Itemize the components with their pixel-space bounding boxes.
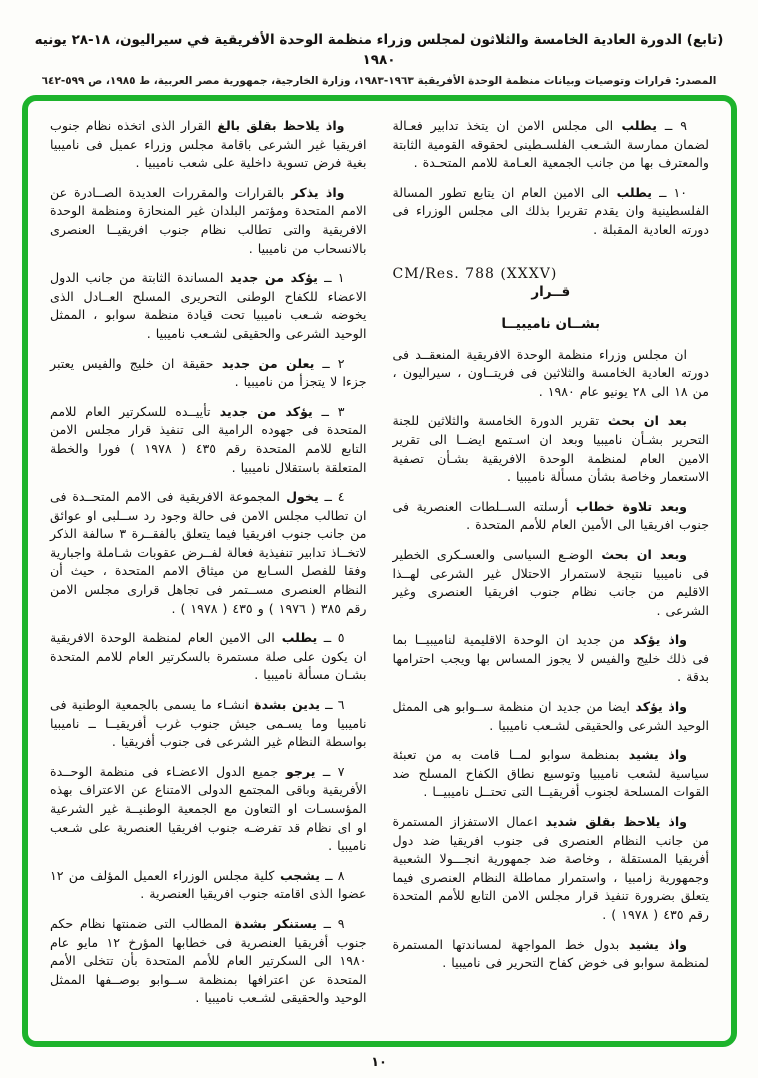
paragraph	[50, 117, 367, 173]
paragraph	[393, 412, 710, 486]
paragraph	[50, 629, 367, 685]
paragraph-lead: واذ يؤكد	[625, 632, 687, 648]
paragraph	[393, 631, 710, 687]
paragraph-lead: وبعد ان بحث	[593, 546, 687, 562]
paragraph-lead: واذ يشيد	[619, 747, 687, 763]
paragraph	[50, 915, 367, 1008]
paragraph	[393, 546, 710, 620]
item-number: ٨ ــ	[319, 867, 345, 883]
paragraph	[50, 269, 367, 343]
column-right	[393, 117, 710, 1031]
page-header	[19, 0, 739, 87]
paragraph	[50, 488, 367, 618]
paragraph-text: ايضا من جديد ان منظمة ســوابو هى الممثل الوحيد الشرعى والحقيقى لشـعب ناميبيا .	[392, 699, 709, 733]
paragraph	[393, 117, 710, 173]
item-number: ٩ ــ	[316, 915, 345, 931]
paragraph	[50, 403, 367, 477]
paragraph-lead: واذ يؤكد	[629, 699, 687, 715]
paragraph-text: ان مجلس وزراء منظمة الوحدة الافريقية المنعقــد فى دورته العادية الخامسة والثلاثين فى فريتــاون ، سيراليون ، من ١٨ الى ٢٨ يونيو عام ١٩٨٠ .	[392, 346, 709, 399]
item-number: ١ ــ	[317, 270, 345, 286]
resolution-ref: CM/Res. 788 (XXXV)	[392, 265, 558, 282]
paragraph-text: المساندة الثابتة من جانب الدول الاعضاء للكفاح الوطنى التحريرى المسلح العــادل الذى يخوضه شـعب ناميبيا تحت قيادة منظمة سوابو ، الممثل الوحيد الشرعى والحقيقى لشـعب ناميبيا .	[50, 270, 367, 341]
paragraph-text: المطالب التى ضمنتها نظام حكم جنوب أفريقيا العنصرية فى خطابها المؤرخ ١٢ مايو عام ١٩٨٠ الى السكرتير العام للأمم المتحدة بأن تتخلى الأمم المتحدة عن اعترافها بمنظمة ســوابو بوصــفها الممثل الوحيد والحقيقى لشـعب ناميبيا .	[50, 915, 367, 1006]
paragraph-lead: يخول	[279, 489, 319, 505]
paragraph-text: القرار الذى اتخذه نظام جنوب افريقيا غير الشرعى باقامة مجلس وزراء عميل فى ناميبيا بغية فرض تسوية داخلية على شعب ناميبيا .	[50, 118, 367, 171]
paragraph-lead: يؤكد من جديد	[210, 403, 313, 419]
paragraph	[393, 184, 710, 240]
paragraph	[393, 746, 710, 802]
paragraph-text: الى الامين العام لمنظمة الوحدة الافريقية ان يكون على صلة مستمرة بالسكرتير العام للامم المتحدة بشـان مسألة ناميبيا .	[50, 630, 367, 683]
paragraph	[393, 498, 710, 535]
paragraph-lead: واذ يشيد	[619, 936, 688, 952]
page-number: ١٠	[371, 1055, 387, 1070]
paragraph-text: تأييــده للسكرتير العام للامم المتحدة فى جهوده الرامية الى تنفيذ قرار مجلس الامن التابع للامم المتحدة رقم ٤٣٥ ( ١٩٧٨ ) فورا والخطة المتعلقة باستقلال ناميبيا .	[50, 403, 367, 475]
paragraph	[50, 867, 367, 904]
resolution-heading	[393, 266, 710, 332]
paragraph	[393, 346, 710, 402]
content-border-frame	[22, 95, 737, 1047]
paragraph-lead: واذ يذكر	[284, 184, 345, 200]
item-number: ٧ ــ	[315, 763, 345, 779]
paragraph-text: بدول خط المواجهة لمساندتها المستمرة لمنظمة سوابو فى خوض كفاح التحرير فى ناميبيا .	[392, 936, 709, 971]
resolution-operative-items	[50, 117, 367, 1008]
paragraph-text: المجموعة الافريقية فى الامم المتحــدة فى ان تطالب مجلس الامن فى حالة وجود رد ســلبى او عوائق من جانب جنوب افريقيا فيما يتعلق بالفقــرة ٣ سالفة الذكر لاتخــاذ تدابير تنفيذية فعالة لفــرض عقوبات شـاملة واجبارية وفقا للفصل السـابع من ميثاق الامم المتحدة ، حيث أن النظام العنصرى مســتمر فى تجاهل قرارى مجلس الامن رقم ٣٨٥ ( ١٩٧٦ ) و ٤٣٥ ( ١٩٧٨ ) .	[50, 489, 367, 616]
two-column-layout	[50, 117, 709, 1031]
item-number: ٢ ــ	[314, 355, 345, 371]
paragraph-text: الى الامين العام ان يتابع تطور المسالة الفلسطينية وان يقدم تقريرا بذلك الى مجلس الوزراء فى دورته العادية المقبلة .	[392, 184, 709, 237]
paragraph-lead: واذ يلاحظ بقلق بالغ	[211, 118, 345, 133]
paragraph-lead: يعلن من جديد	[213, 355, 315, 371]
resolution-title: قــرار	[531, 283, 571, 300]
paragraph	[50, 696, 367, 752]
paragraph-lead: بعد ان بحث	[598, 413, 687, 429]
paragraph-lead: يستنكر بشدة	[227, 915, 317, 931]
paragraph	[50, 355, 367, 392]
paragraph-text: بالقرارات والمقررات العديدة الصــادرة عن الامم المتحدة ومؤتمر البلدان غير المنحازة ومنظمة الوحدة الافريقية والتى تطالب نظام جنوب افريقيــا العنصرى بالانسحاب من ناميبيا .	[50, 184, 367, 256]
paragraph-lead: يطلب	[274, 630, 318, 646]
header-source-citation: المصدر: قرارات وتوصيات وبيانات منظمة الوحدة الأفريقية ١٩٦٣-١٩٨٣، وزارة الخارجية، جمهورية مصر العربية، ط ١٩٨٥، ص ٥٩٩-٦٤٢	[41, 74, 717, 87]
paragraph-text: بمنظمة سوابو لمــا قامت به من تعبئة سياسية لشعب ناميبيا وتوسيع نطاق الكفاح المسلح ضد القوات المسلحة لجنوب أفريقيــا التى تحتــل ناميبيــا .	[392, 747, 709, 800]
paragraph-lead: واذ يلاحظ بقلق شديد	[537, 814, 687, 830]
paragraph-text: تقرير الدورة الخامسة والثلاثين للجنة التحرير بشـأن ناميبيا وبعد ان اسـتمع ايضــا الى تقرير الامين العام لمنظمة الوحدة الافريقية بشـأن تصفية الاستعمار وخاصة بشأن مسألة ناميبيا .	[392, 413, 709, 485]
column-left	[50, 117, 367, 1031]
paragraph-lead: وبعد تلاوة خطاب	[567, 498, 687, 514]
paragraph-text: كلية مجلس الوزراء العميل المؤلف من ١٢ عضوا الذى اقامته جنوب افريقيا العنصرية .	[50, 867, 367, 902]
paragraph	[393, 936, 710, 973]
paragraph-text: الوضـع السياسى والعسـكرى الخطير فى ناميبيا نتيجة لاستمرار الاحتلال غير الشرعى لهــذا الاقليم من جانب نظام جنوب افريقيا العنصرى وغير الشرعى .	[392, 546, 709, 618]
paragraph-text: انشـاء ما يسمى بالجمعية الوطنية فى ناميبيا وما يسـمى جيش جنوب غرب أفريقيــا ــ ناميبيا بواسطة النظام غير الشرعى فى جنوب أفريقيا .	[50, 697, 367, 750]
item-number: ٥ ــ	[317, 630, 345, 646]
item-number: ٦ ــ	[320, 697, 345, 713]
paragraph-lead: يطلب	[613, 118, 657, 133]
paragraph-text: حقيقة ان خليج والفيس يعتبر جزءا لا يتجزأ من ناميبيا .	[50, 355, 367, 390]
paragraph-lead: يشجب	[274, 867, 320, 883]
header-session-title: (تابع) الدورة العادية الخامسة والثلاثون لمجلس وزراء منظمة الوحدة الأفريقية في سيراليون، ١٨-٢٨ يونيه ١٩٨٠	[34, 32, 724, 69]
paragraph-text: الى مجلس الامن ان يتخذ تدابير فعـالة لضمان ممارسة الشـعب الفلسـطينى لحقوقه القومية الثابتة والمعترف بها من جانب الجمعية العـامة للامم المتحـدة .	[392, 118, 709, 171]
resolution-preamble	[393, 346, 710, 973]
paragraph-text: أرسلته الســلطات العنصرية فى جنوب افريقيا الى الأمين العام للأمم المتحدة .	[392, 498, 709, 533]
paragraph-lead: يدين بشدة	[248, 697, 321, 713]
paragraph	[393, 698, 710, 735]
previous-resolution-items	[393, 117, 710, 240]
paragraph-lead: يؤكد من جديد	[223, 270, 318, 286]
paragraph-lead: يرجو	[278, 763, 316, 779]
item-number: ٩ ــ	[656, 118, 688, 133]
paragraph-text: جميع الدول الاعضـاء فى منظمة الوحــدة الأفريقية وباقى المجتمع الدولى الامتناع عن الاعتراف بهذه المؤسسـات او التعاون مع الجمعية الوطنيــة غير الشرعية او اى نظام قد تفرضـه جنوب افريقيا العنصرية على شـعب ناميبيا .	[50, 763, 367, 854]
paragraph-text: اعمال الاستفزاز المستمرة من جانب النظام العنصرى فى جنوب افريقيا ضد دول أفريقيا المستقلة ، وخاصة ضد جمهورية انجـــولا الشعبية وجمهورية زامبيا ، واستمرار مماطلة النظام العنصرى فيما يتعلق بضرورة تنفيذ قرار مجلس الامن التابع للأمم المتحدة رقم ٤٣٥ ( ١٩٧٨ ) .	[392, 814, 709, 922]
paragraph-lead: يطلب	[609, 184, 653, 200]
paragraph-text: من جديد ان الوحدة الاقليمية لناميبيــا بما فى ذلك خليج والفيس لا يجوز المساس بها ويجب احترامها بدقة .	[392, 632, 709, 685]
item-number: ١٠ ــ	[652, 184, 688, 200]
item-number: ٤ ــ	[318, 489, 345, 505]
paragraph	[393, 813, 710, 925]
paragraph	[50, 184, 367, 258]
item-number: ٣ ــ	[312, 403, 345, 419]
paragraph	[50, 763, 367, 856]
resolution-subtitle: بشــان ناميبيــا	[501, 315, 601, 332]
